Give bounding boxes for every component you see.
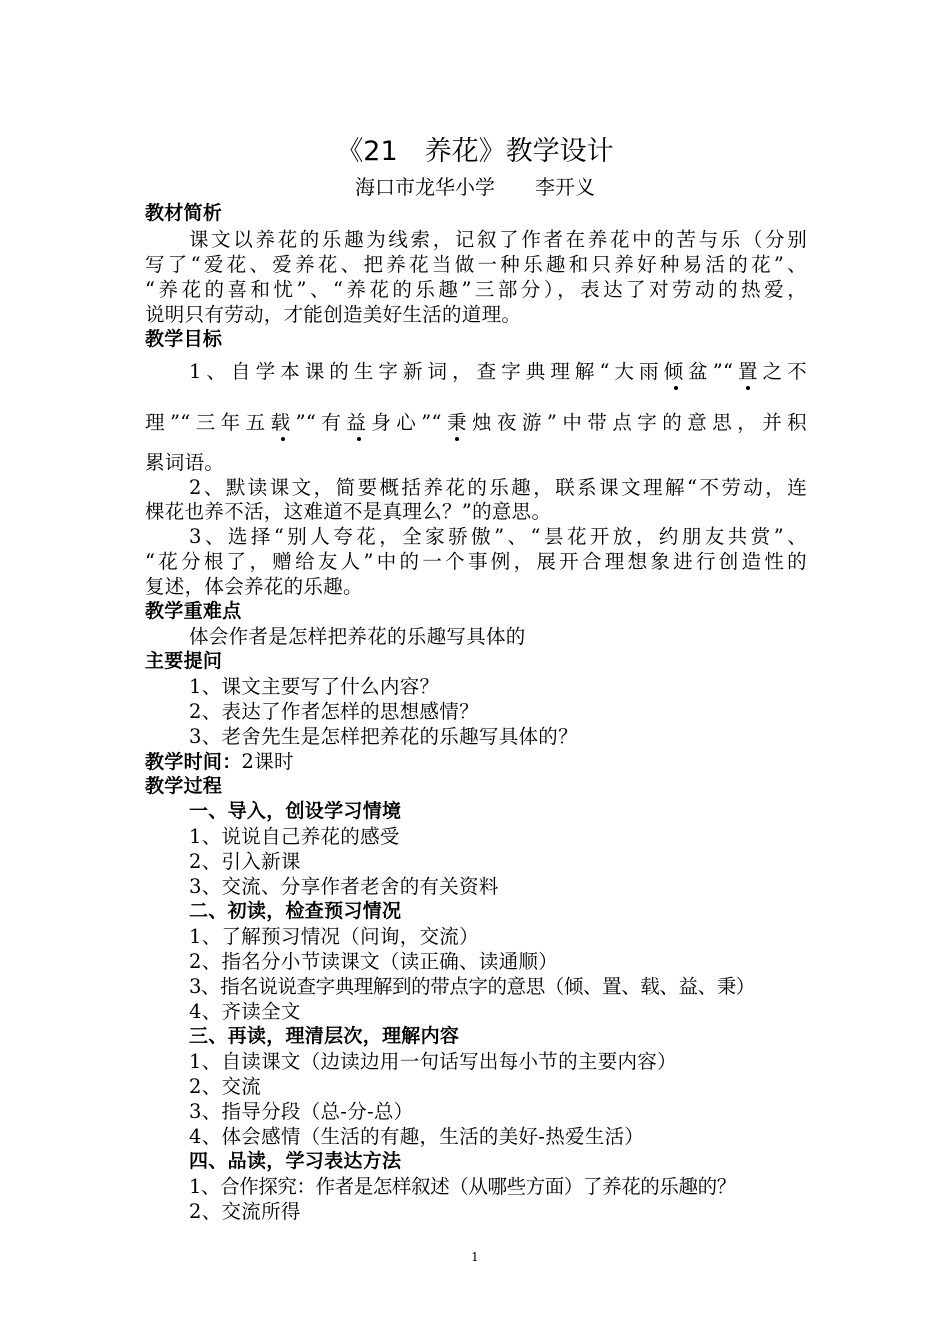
question-item: 1、课文主要写了什么内容？ bbox=[189, 675, 440, 698]
difficulty-text: 体会作者是怎样把养花的乐趣写具体的 bbox=[189, 625, 526, 648]
question-item: 3、老舍先生是怎样把养花的乐趣写具体的？ bbox=[189, 725, 578, 748]
dotted-character: 载 bbox=[270, 411, 296, 434]
heading-process: 教学过程 bbox=[145, 775, 223, 797]
page-title: 《21 养花》教学设计 bbox=[336, 136, 614, 167]
step-title: 四、品读，学习表达方法 bbox=[189, 1150, 402, 1172]
teaching-time bbox=[145, 749, 807, 775]
heading-goals: 教学目标 bbox=[145, 328, 223, 350]
goal-1-line-3: 累词语。 bbox=[145, 451, 225, 474]
dotted-character: 倾 bbox=[663, 360, 689, 383]
goal-3-line: 复述，体会养花的乐趣。 bbox=[145, 575, 363, 598]
teaching-time-label: 教学时间： bbox=[145, 751, 242, 773]
question-item: 2、表达了作者怎样的思想感情？ bbox=[189, 700, 479, 723]
analysis-line: 写了“爱花、爱养花、把养花当做一种乐趣和只养好种易活的花”、 bbox=[145, 253, 807, 276]
step-title: 二、初读，检查预习情况 bbox=[189, 900, 402, 922]
dotted-character: 置 bbox=[733, 360, 763, 383]
goal-1-line-2: 理”“三年五载”“有益身心”“秉烛夜游”中带点字的意思，并积 bbox=[145, 411, 807, 434]
teaching-time-value: 2课时 bbox=[241, 750, 294, 773]
step-item: 2、引入新课 bbox=[189, 850, 301, 873]
step-item: 4、齐读全文 bbox=[189, 1000, 301, 1023]
author-school: 海口市龙华小学 bbox=[355, 175, 495, 199]
step-item: 1、自读课文（边读边用一句话写出每小节的主要内容） bbox=[189, 1050, 677, 1073]
heading-analysis: 教材简析 bbox=[145, 202, 223, 224]
step-item: 3、指名说说查字典理解到的带点字的意思（倾、置、载、益、秉） bbox=[189, 975, 755, 998]
step-item: 1、合作探究：作者是怎样叙述（从哪些方面）了养花的乐趣的？ bbox=[189, 1175, 736, 1198]
heading-difficulty: 教学重难点 bbox=[145, 600, 242, 622]
step-item: 2、交流所得 bbox=[189, 1200, 301, 1223]
goal-1-line-1: 1、自学本课的生字新词，查字典理解“大雨倾盆”“置之不 bbox=[189, 360, 807, 383]
goal-2-line: 2、默读课文，简要概括养花的乐趣，联系课文理解“不劳动，连 bbox=[189, 476, 807, 499]
goal-3-line: 3、选择“别人夸花，全家骄傲”、“昙花开放，约朋友共赏”、 bbox=[189, 525, 807, 548]
step-title: 三、再读，理清层次，理解内容 bbox=[189, 1025, 460, 1047]
step-item: 4、体会感情（生活的有趣，生活的美好-热爱生活） bbox=[189, 1125, 645, 1148]
analysis-line: 课文以养花的乐趣为线索，记叙了作者在养花中的苦与乐（分别 bbox=[189, 228, 807, 251]
goal-2-line: 棵花也养不活，这难道不是真理么？”的意思。 bbox=[145, 500, 552, 523]
dotted-character: 益 bbox=[346, 411, 372, 434]
heading-questions: 主要提问 bbox=[145, 650, 223, 672]
analysis-line: 说明只有劳动，才能创造美好生活的道理。 bbox=[145, 303, 522, 326]
author-name: 李开义 bbox=[535, 175, 595, 199]
page-number: 1 bbox=[471, 1250, 479, 1264]
author-line bbox=[0, 174, 950, 200]
step-title: 一、导入，创设学习情境 bbox=[189, 800, 402, 822]
dotted-character: 秉 bbox=[441, 411, 472, 434]
step-item: 3、交流、分享作者老舍的有关资料 bbox=[189, 875, 499, 898]
step-item: 2、指名分小节读课文（读正确、读通顺） bbox=[189, 950, 559, 973]
step-item: 2、交流 bbox=[189, 1075, 262, 1098]
step-item: 1、说说自己养花的感受 bbox=[189, 825, 400, 848]
analysis-line: “养花的喜和忧”、“养花的乐趣”三部分），表达了对劳动的热爱， bbox=[145, 278, 807, 301]
step-item: 3、指导分段（总-分-总） bbox=[189, 1100, 414, 1123]
step-item: 1、了解预习情况（问询，交流） bbox=[189, 925, 479, 948]
goal-3-line: “花分根了，赠给友人”中的一个事例，展开合理想象进行创造性的 bbox=[145, 550, 807, 573]
